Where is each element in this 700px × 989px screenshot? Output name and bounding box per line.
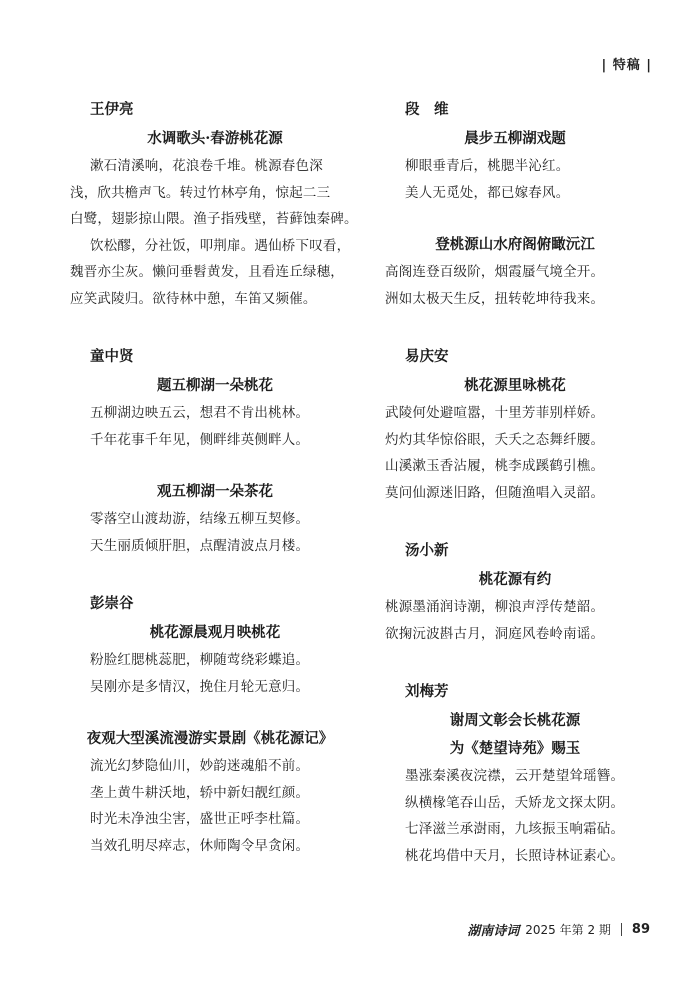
journal-logo: 湖南诗词 — [467, 924, 520, 939]
poem-line: 桃源墨涌润诗潮，柳浪声浮传楚韶。 — [385, 599, 605, 615]
poem-title: 晨步五柳湖戏题 — [464, 130, 566, 147]
poem-line: 零落空山渡劫游，结缘五柳互契修。 — [90, 511, 310, 527]
poem-line: 浅，欣共檐声飞。转过竹林亭角，惊起二三 — [70, 184, 331, 201]
poem-line: 粉脸红腮桃蕊肥，柳随莺绕彩蝶追。 — [90, 652, 310, 668]
footer-divider — [621, 923, 622, 936]
poem-author: 彭崇谷 — [90, 596, 134, 612]
poem-line: 吴刚亦是多情汉，挽住月轮无意归。 — [90, 678, 310, 695]
poem-title: 桃花源里咏桃花 — [464, 377, 566, 394]
page-number: 89 — [631, 922, 650, 937]
poem-line: 白鹭，翅影掠山隈。渔子指残壁，苔藓蚀秦碑。 — [70, 211, 358, 227]
poem-line: 流光幻梦隐仙川，妙韵迷魂船不前。 — [90, 758, 310, 774]
poem-author: 王伊亮 — [90, 102, 134, 118]
poem-line: 莫问仙源迷旧路，但随渔唱入灵韶。 — [385, 484, 605, 501]
poem-line: 洲如太极天生反，扭转乾坤待我来。 — [385, 290, 605, 307]
right-column — [385, 98, 645, 869]
section-tag: | 特稿 | — [601, 58, 652, 73]
left-column — [70, 98, 360, 859]
poem-title: 登桃源山水府阁俯瞰沅江 — [435, 236, 595, 253]
poem-line: 柳眼垂青后，桃腮半沁红。 — [405, 158, 570, 174]
poem-line: 饮松醪，分社饭，叩荆扉。遇仙桥下叹看， — [90, 237, 351, 254]
poem-author: 易庆安 — [405, 349, 449, 365]
poem-title: 题五柳湖一朵桃花 — [157, 377, 273, 394]
poem-line: 欲掬沅波斟古月，洞庭风卷岭南谣。 — [385, 625, 605, 642]
poem-title: 水调歌头·春游桃花源 — [147, 130, 283, 147]
poem-title: 夜观大型溪流漫游实景剧《桃花源记》 — [86, 730, 334, 747]
poem-title: 谢周文彰会长桃花源 — [449, 712, 581, 729]
poem-title: 观五柳湖一朵茶花 — [157, 483, 273, 500]
poem-line: 高阁连登百级阶，烟霞蜃气境全开。 — [385, 264, 605, 280]
poem-line: 武陵何处避喧嚣，十里芳菲别样娇。 — [385, 405, 605, 421]
poem-line: 垄上黄牛耕沃地，轿中新妇靓红颜。 — [90, 784, 310, 801]
poem-line: 山溪漱玉香沾履，桃李成蹊鹤引樵。 — [385, 458, 605, 474]
poem-line: 魏晋亦尘灰。懒问垂髫黄发，且看连丘绿穗， — [70, 264, 344, 280]
poem-line: 当效孔明尽瘁志，休师陶令早贪闲。 — [90, 837, 310, 854]
poem-title: 桃花源有约 — [478, 571, 552, 588]
poem-line: 纵横椽笔吞山岳，夭矫龙文探太阴。 — [405, 794, 625, 811]
poem-line: 时光未净浊尘害，盛世正呼李杜篇。 — [90, 811, 310, 827]
poem-author: 段 维 — [405, 102, 449, 118]
poem-title: 为《楚望诗苑》赐玉 — [449, 740, 581, 757]
poem-author: 童中贤 — [90, 349, 134, 365]
poem-line: 七泽滋兰承澍雨，九垓振玉响霜砧。 — [405, 821, 625, 837]
poem-author: 刘梅芳 — [405, 684, 449, 700]
poem-line: 五柳湖边映五云，想君不肯出桃林。 — [90, 405, 310, 421]
poem-line: 千年花事千年见，侧畔绯英侧畔人。 — [90, 431, 310, 448]
page-footer — [467, 920, 650, 939]
poem-line: 美人无觅处，都已嫁春风。 — [405, 184, 570, 201]
poem-line: 应笑武陵归。欲待林中憩，车笛又频催。 — [70, 290, 317, 307]
poem-line: 桃花坞借中天月，长照诗林证素心。 — [405, 847, 625, 864]
poem-line: 天生丽质倾肝胆，点醒清波点月楼。 — [90, 537, 310, 554]
poem-author: 汤小新 — [405, 543, 449, 559]
poem-line: 漱石清溪响，花浪卷千堆。桃源春色深 — [90, 158, 323, 174]
issue-label: 2025 年第 2 期 — [525, 923, 611, 937]
poem-title: 桃花源晨观月映桃花 — [149, 624, 281, 641]
poem-line: 墨涨秦溪夜浣襟，云开楚望耸瑶簪。 — [405, 768, 625, 784]
poem-line: 灼灼其华惊俗眼，夭夭之态舞纤腰。 — [385, 431, 605, 448]
